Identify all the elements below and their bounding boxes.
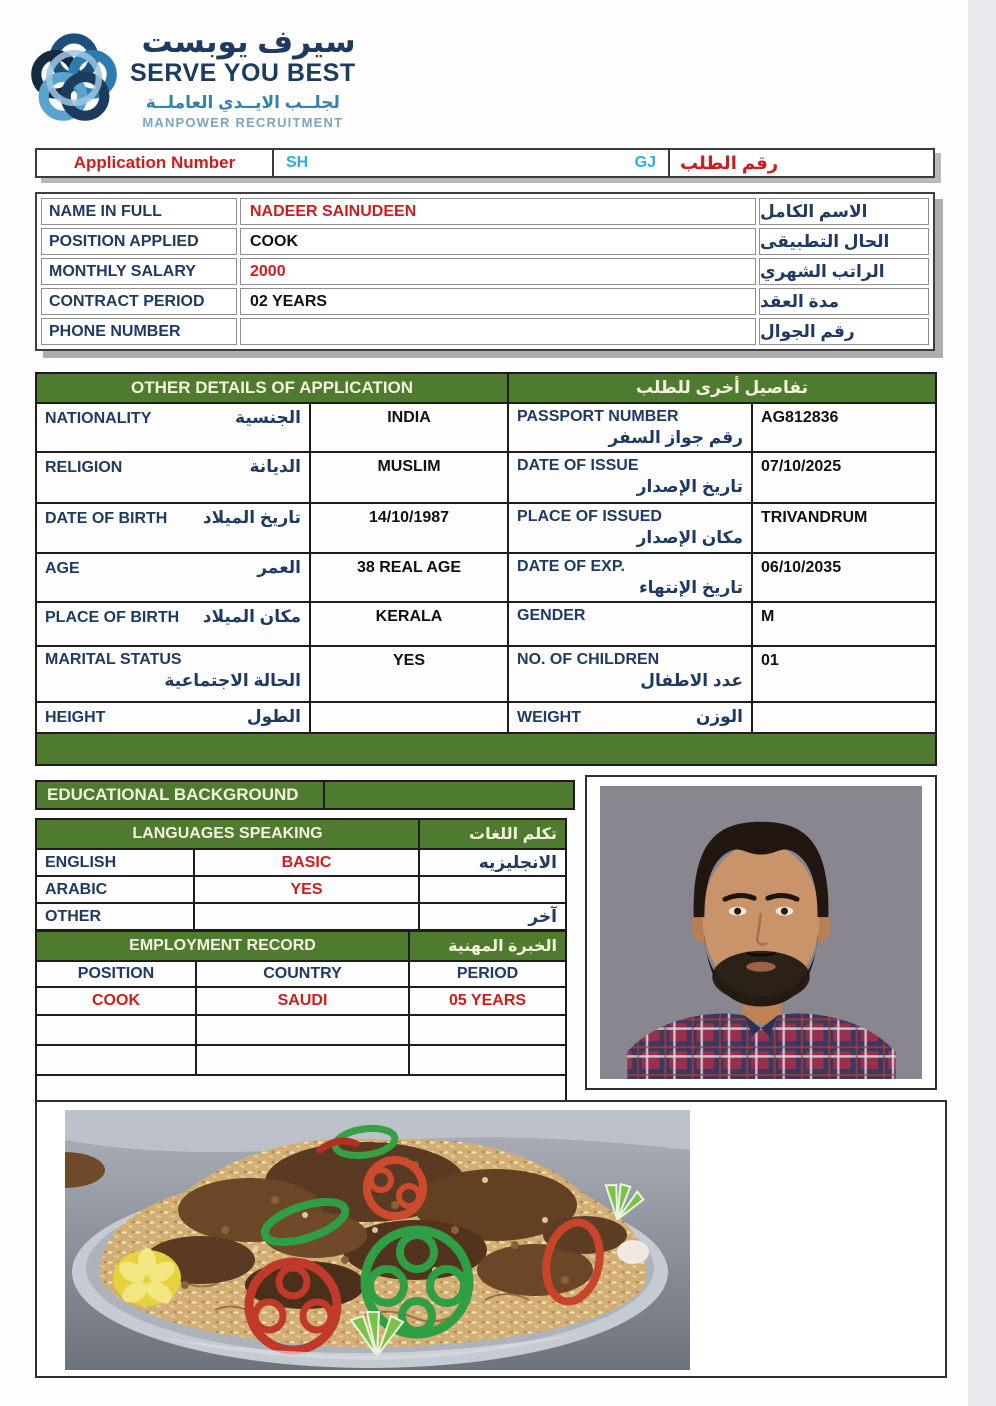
gender-label: GENDER [508,602,752,646]
employment-position-value[interactable]: COOK [36,987,196,1015]
application-number-prefix: SH [286,154,309,171]
age-value[interactable]: 38 REAL AGE [310,553,508,602]
languages-header: LANGUAGES SPEAKING [36,819,419,849]
employment-empty-row [36,1045,566,1075]
other-language-label-arabic: آخر [419,903,566,930]
no-of-children-value[interactable]: 01 [752,646,936,702]
application-number-field[interactable] [274,150,670,176]
field-label-arabic: الحال التطبيقى [759,228,929,255]
field-label: CONTRACT PERIOD [41,288,237,315]
date-of-issue-label: DATE OF ISSUE تاريخ الإصدار [508,452,752,503]
company-name-arabic: سيرف يوبست [141,24,356,59]
other-details-header-arabic: تفاصيل أخرى للطلب [508,373,936,403]
company-tagline-arabic: لجلــب الايــدي العاملــة [145,93,340,113]
date-of-issue-value[interactable]: 07/10/2025 [752,452,936,503]
english-level-value[interactable]: BASIC [194,849,419,876]
application-number-suffix: GJ [634,154,656,171]
application-number-row [35,148,935,178]
food-platter-image [65,1110,690,1370]
field-label-arabic: الاسم الكامل [759,198,929,225]
languages-header-arabic: تكلم اللغات [419,819,566,849]
date-of-birth-label: DATE OF BIRTH تاريخ الميلاد [36,503,310,553]
employment-record-table [35,930,567,1102]
company-logo [28,26,356,130]
application-number-label-arabic: رقم الطلب [680,152,779,173]
name-in-full-value[interactable]: NADEER SAINUDEEN [240,198,756,225]
employment-period-value[interactable]: 05 YEARS [409,987,566,1015]
arabic-level-value[interactable]: YES [194,876,419,903]
knot-logo-icon [28,30,120,126]
other-language-label: OTHER [36,903,194,930]
date-of-birth-value[interactable]: 14/10/1987 [310,503,508,553]
employment-record-row [36,987,566,1015]
date-of-exp-label: DATE OF EXP. تاريخ الإنتهاء [508,553,752,602]
phone-number-value[interactable] [240,318,756,345]
position-applied-value[interactable]: COOK [240,228,756,255]
employment-header-arabic: الخبرة المهنية [409,931,566,961]
religion-value[interactable]: MUSLIM [310,452,508,503]
religion-label: RELIGION الديانة [36,452,310,503]
other-details-table [35,372,937,766]
age-label: AGE العمر [36,553,310,602]
field-label: NAME IN FULL [41,198,237,225]
gender-value[interactable]: M [752,602,936,646]
place-of-issued-value[interactable]: TRIVANDRUM [752,503,936,553]
languages-table [35,818,567,931]
date-of-exp-value[interactable]: 06/10/2035 [752,553,936,602]
country-column-header: COUNTRY [196,961,409,987]
field-label-arabic: الراتب الشهري [759,258,929,285]
no-of-children-label: NO. OF CHILDREN عدد الاطفال [508,646,752,702]
place-of-birth-label: PLACE OF BIRTH مكان الميلاد [36,602,310,646]
other-language-value[interactable] [194,903,419,930]
weight-value[interactable] [752,702,936,733]
monthly-salary-value[interactable]: 2000 [240,258,756,285]
main-info-table [35,192,935,351]
arabic-label-arabic [419,876,566,903]
field-label-arabic: رقم الجوال [759,318,929,345]
applicant-photo [585,775,937,1090]
nationality-label: NATIONALITY الجنسية [36,403,310,452]
applicant-portrait-image [600,786,922,1079]
passport-number-value[interactable]: AG812836 [752,403,936,452]
field-label: PHONE NUMBER [41,318,237,345]
contract-period-value[interactable]: 02 YEARS [240,288,756,315]
green-divider-bar [36,733,936,765]
passport-number-label: PASSPORT NUMBER رقم جواز السفر [508,403,752,452]
height-label: HEIGHT الطول [36,702,310,733]
field-label: POSITION APPLIED [41,228,237,255]
marital-status-value[interactable]: YES [310,646,508,702]
educational-background-header [35,780,575,810]
cooked-dish-photo [35,1100,947,1378]
application-number-label: Application Number [37,150,274,176]
field-label-arabic: مدة العقد [759,288,929,315]
place-of-issued-label: PLACE OF ISSUED مكان الإصدار [508,503,752,553]
employment-empty-row [36,1075,566,1101]
arabic-label: ARABIC [36,876,194,903]
nationality-value[interactable]: INDIA [310,403,508,452]
marital-status-label: MARITAL STATUS الحالة الاجتماعية [36,646,310,702]
period-column-header: PERIOD [409,961,566,987]
company-name: SERVE YOU BEST [130,58,356,87]
company-tagline: MANPOWER RECRUITMENT [142,115,344,131]
height-value[interactable] [310,702,508,733]
employment-country-value[interactable]: SAUDI [196,987,409,1015]
employment-header: EMPLOYMENT RECORD [36,931,409,961]
english-label-arabic: الانجليزيه [419,849,566,876]
position-column-header: POSITION [36,961,196,987]
educational-background-label: EDUCATIONAL BACKGROUND [37,782,325,808]
weight-label: WEIGHT الوزن [508,702,752,733]
employment-empty-row [36,1015,566,1045]
field-label: MONTHLY SALARY [41,258,237,285]
place-of-birth-value[interactable]: KERALA [310,602,508,646]
english-label: ENGLISH [36,849,194,876]
other-details-header: OTHER DETAILS OF APPLICATION [36,373,508,403]
